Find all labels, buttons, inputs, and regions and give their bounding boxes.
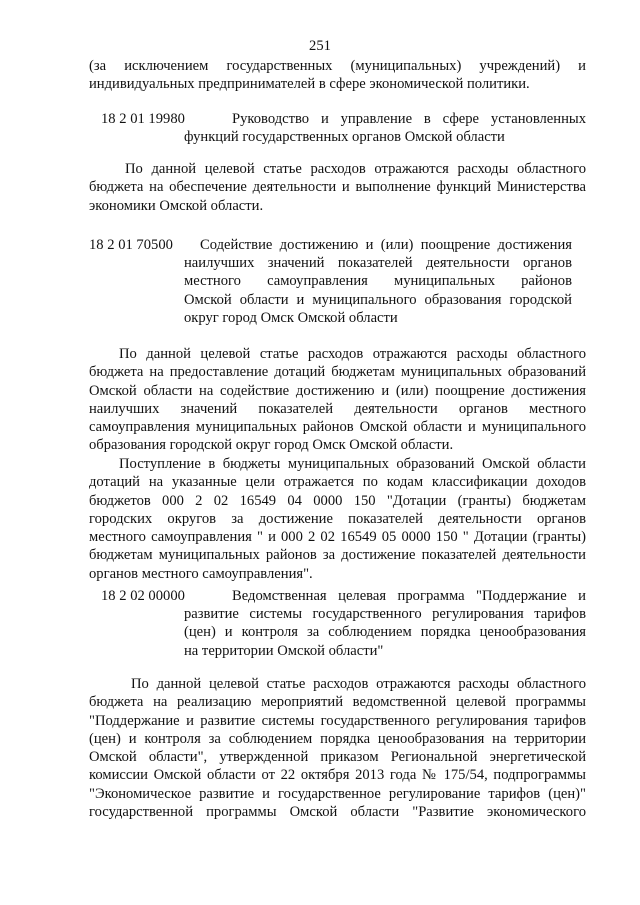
text-line: государственной программы Омской области "Развитие экономического <box>89 804 586 821</box>
text-line: (цен) и контроля за соблюдением порядка ценообразования <box>184 624 586 641</box>
text-line: комиссии Омской области от 22 октября 2013 года № 175/54, подпрограммы <box>89 767 586 784</box>
text-line: бюджета на обеспечение деятельности и выполнение функций Министерства <box>89 179 586 196</box>
text-line: Ведомственная целевая программа "Поддержание и <box>232 588 586 604</box>
entry-description <box>89 675 586 821</box>
text-line: бюджета на реализацию мероприятий ведомственной целевой программы <box>89 694 586 711</box>
text-line: Содействие достижению и (или) поощрение достижения <box>200 237 572 253</box>
text-line: органов местного самоуправления". <box>89 565 313 582</box>
text-line: По данной целевой статье расходов отражаются расходы областного <box>125 161 586 177</box>
text-line: образования городской округ город Омск Омской области. <box>89 437 454 454</box>
entry-title-cont <box>184 128 586 146</box>
text-line: индивидуальных предпринимателей в сфере экономической политики. <box>89 76 530 93</box>
text-line: Руководство и управление в сфере установленных <box>232 111 586 127</box>
text-line: Омской области на содействие достижению и (или) поощрение достижения <box>89 382 586 399</box>
text-line: Омской области и муниципального образования городской <box>184 291 572 308</box>
budget-code: 18 2 01 19980 <box>101 111 185 127</box>
text-line: По данной целевой статье расходов отражаются расходы областного <box>131 676 586 692</box>
text-line: (за исключением государственных (муниципальных) учреждений) и <box>89 58 586 74</box>
text-line: на территории Омской области" <box>184 642 384 659</box>
text-line: местного самоуправления " и 000 2 02 16549 05 0000 150 " Дотации (гранты) <box>89 529 586 546</box>
text-line: местного самоуправления муниципальных районов <box>184 273 572 290</box>
text-line: развитие системы государственного регулирования тарифов <box>184 606 586 622</box>
text-line: Поступление в бюджеты муниципальных образований Омской области <box>119 456 586 472</box>
text-line: бюджетов 000 2 02 16549 04 0000 150 "Дотации (гранты) бюджетам <box>89 492 586 509</box>
entry-title <box>232 110 586 128</box>
intro-paragraph <box>89 57 586 94</box>
text-line: наилучших значений показателей деятельности органов <box>184 255 572 271</box>
text-line: "Экономическое развитие и государственное регулирование тарифов (цен)" <box>89 785 586 802</box>
entry-description <box>89 160 586 215</box>
entry-description <box>89 345 586 455</box>
entry-receipts <box>89 455 586 583</box>
page-number: 251 <box>309 38 331 54</box>
entry-title <box>200 236 572 254</box>
entry-title <box>232 587 586 605</box>
text-line: Омской области", утвержденной приказом Региональной энергетической <box>89 749 586 766</box>
text-line: бюджетам муниципальных районов за достижение показателей деятельности <box>89 547 586 564</box>
text-line: наилучших значений показателей деятельности органов местного <box>89 400 586 417</box>
text-line: экономики Омской области. <box>89 197 264 214</box>
text-line: дотаций на указанные цели отражается по кодам классификации доходов <box>89 474 586 491</box>
text-line: бюджета на предоставление дотаций бюджетам муниципальных образований <box>89 364 586 381</box>
text-line: "Поддержание и развитие системы государственного регулирования тарифов <box>89 712 586 729</box>
budget-code: 18 2 01 70500 <box>89 237 173 253</box>
text-line: городских округов за достижение показателей деятельности органов <box>89 510 586 527</box>
entry-title-cont <box>184 254 572 327</box>
text-line: По данной целевой статье расходов отражаются расходы областного <box>119 346 586 362</box>
budget-code: 18 2 02 00000 <box>101 588 185 604</box>
text-line: функций государственных органов Омской области <box>184 129 505 145</box>
entry-title-cont <box>184 605 586 660</box>
text-line: (цен) и контроля за соблюдением порядка ценообразования на территории <box>89 730 586 747</box>
text-line: округ город Омск Омской области <box>184 309 398 326</box>
text-line: самоуправления муниципальных районов Омской области и муниципального <box>89 419 586 436</box>
